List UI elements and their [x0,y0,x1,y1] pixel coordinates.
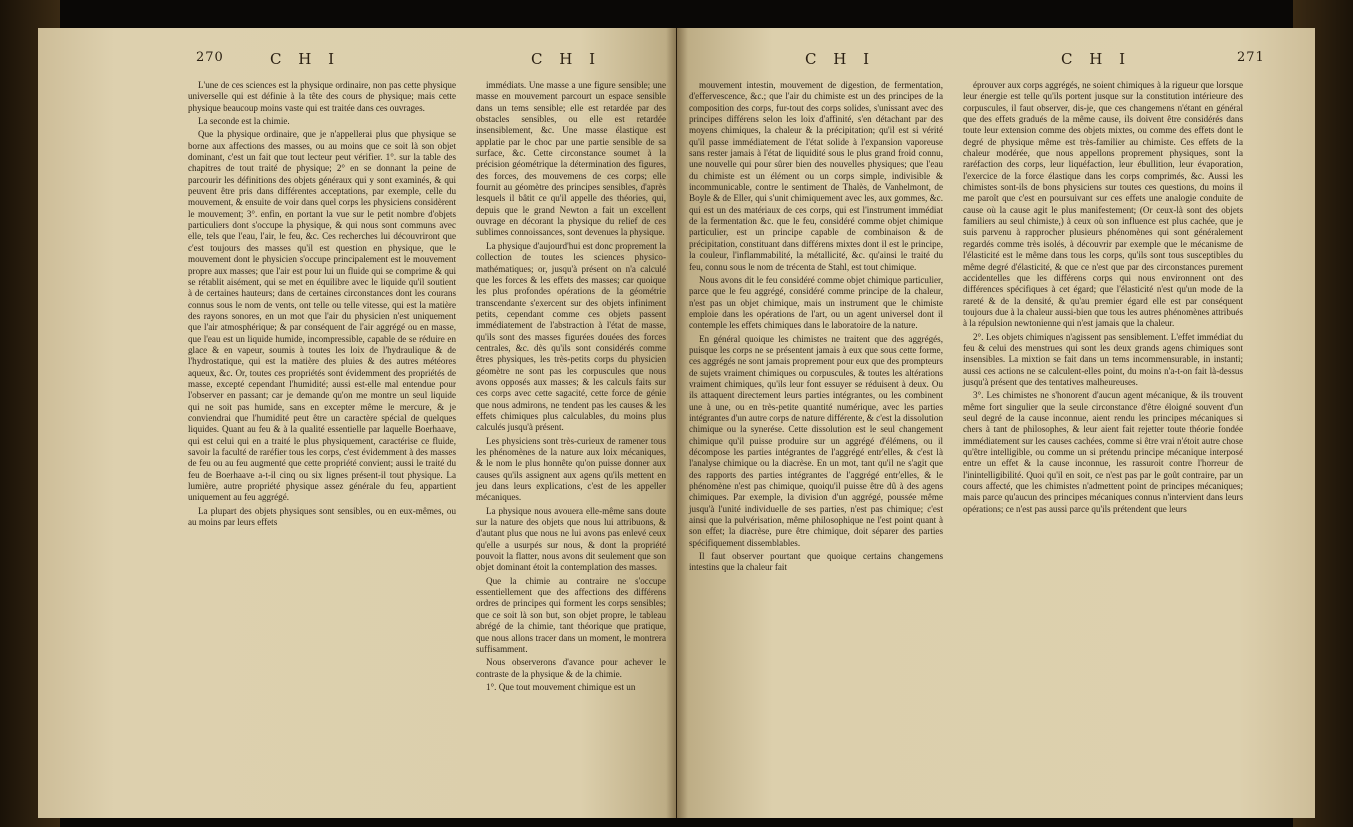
open-book [38,28,1315,818]
running-head: C H I [805,50,876,68]
paragraph: L'une de ces sciences est la physique ordinaire, non pas cette physique universelle qui est définie à la tête des cours de physique; mais cette physique beaucoup moins vaste qui est traitée dans ces ouvrages. [188,80,456,113]
running-head: C H I [270,50,341,68]
left-page [38,28,676,818]
paragraph: 1°. Que tout mouvement chimique est un [486,681,636,692]
paragraph: La seconde est la chimie. [198,116,290,127]
paragraph: 2°. Les objets chimiques n'agissent pas sensiblement. L'effet immédiat du feu & celui des menstrues qui sont les deux grands agens chimiques sont insensibles. La mixtion se fait dans un tems incommensurable, in instanti; aussi ces actions ne se calculent-elles point, du moins n'a-t-on fait là-dessus jusqu'à présent que des tentatives malheureuses. [963,331,1243,387]
text-column [476,80,666,695]
paragraph: 3°. Les chimistes ne s'honorent d'aucun agent mécanique, & ils trouvent même fort singulier que la seule circonstance d'être éloigné souvent d'un seul degré de la cause inconnue, aient rendu les principes mécaniques si chers à tant de philosophes, & leur aient fait rejetter toute théorie fondée immédiatement sur les causes cachées, comme si être vrai n'étoit autre chose qu'être intelligible, ou comme un si prétendu principe mécanique interposé entre un effet & la cause inconnue, les rassuroit contre l'horreur de l'inintelligibilité. Quoi qu'il en soit, ce n'est pas par le goût contraire, par un cours affecté, que les chimistes n'admettent point de principes mécaniques; mais parce qu'aucun des principes mécaniques connus n'intervient dans leurs opérations; ce n'est pas aussi parce qu'ils prétendent que leurs [963,390,1243,514]
paragraph: La physique nous avouera elle-même sans doute sur la nature des objets que nous lui attribuons, & d'autant plus que nous ne lui avons pas enlevé ceux qu'elle a usurpés sur nous, & dont la propriété pouvoit la flatter, nous avons dit seulement que son objet dominant étoit la contemplation des masses. [476,505,666,573]
right-page [677,28,1315,818]
left-page-header [38,50,676,72]
paragraph: éprouver aux corps aggrégés, ne soient chimiques à la rigueur que lorsque leur énergie est telle qu'ils portent jusque sur la constitution intérieure des corpuscules, il faut observer, dis-je, que ces changemens n'étant en général que des effets gradués de la même cause, ils doivent être considérés dans toute leur extension comme des objets mixtes, ou comme des effets dont le degré de physique même est très-familier au chimiste. Ces effets de la chaleur modérée, que nous appellons proprement physiques, sont la raréfaction des corps, leur liquéfaction, leur ébullition, leur évaporation, l'exercice de la force élastique dans les corps comprimés, &c. Aussi les chimistes sont-ils de bons physiciens sur toutes ces questions, du moins il me paroît que c'est en poursuivant sur ces effets une analogie conduite de cause où la cause agit le plus manifestement; (Or ceux-là sont des objets familiers au seul chimiste,) à ceux où son influence est plus cachée, que je suis parvenu à rapprocher plusieurs phénomènes qui sont généralement regardés comme très isolés, à découvrir par exemple que le mécanisme de l'élasticité est le même dans tous les corps, qu'ils sont tous susceptibles du même degré d'élasticité, & que ce n'est que par des circonstances purement accidentelles que les différens corps qui nous environnent ont des différences spécifiques à cet égard; que l'élasticité n'est qu'un mode de la rareté & de la densité, & qu'au premier égard elle est par conséquent toujours due à la chaleur aussi-bien que tous les autres phénomènes attribués à la répulsion newtonienne qui n'est jamais que la chaleur. [963,80,1243,329]
running-head: C H I [531,50,602,68]
text-column [188,80,456,530]
text-column [689,80,943,576]
text-column [963,80,1243,517]
paragraph: immédiats. Une masse a une figure sensible; une masse en mouvement parcourt un espace sensible dans un tems sensible; elle est retardée par des obstacles sensibles, ou elle est retardée insensiblement, &c. Une masse élastique est applatie par le choc par une partie sensible de sa surface, &c. Cette circonstance soumet à la précision géométrique la détermination des figures, des forces, des mouvemens de ces corps; elle fournit au géomètre des principes sensibles, d'après lesquels il bâtit ce qu'il appelle des théories, qui, depuis que le grand Newton a fait un excellent ouvrage en décorant la physique du relief de ces sublimes connoissances, sont devenues la physique. [476,80,666,238]
paragraph: Que la physique ordinaire, que je n'appellerai plus que physique se borne aux affections des masses, ou au moins que ce soit là son objet dominant, c'est un fait que tout lecteur peut vérifier. 1°. sur la table des chapitres de tout traité de physique; 2° en se donnant la peine de parcourir les définitions des objets généraux qui y sont examinés, & qui peuvent être pris dans différentes acceptations, par exemple, celle du mouvement, & ensuite de voir dans quel corps les physiciens considèrent le mouvement; 3°. enfin, en portant la vue sur le petit nombre d'objets particuliers dont s'occupe la physique, & qui nous sont communs avec elle, tels que l'eau, l'air, le feu, &c. Ces recherches lui découvriront que c'est toujours des masses qu'il est question en physique, que le mouvement dont le physicien s'occupe principalement est le mouvement propre aux masses; que l'air est pour lui un fluide qui se comprime & qui se rétablit aisément, qui se met en équilibre avec le liquide qu'il soutient à de certaines hauteurs; dans de certaines circonstances dont les courans connus sous le nom de vents, ont telle ou telle vitesse, qui est la matière des rayons sonores, en un mot que l'air du physicien n'est uniquement que l'air atmosphérique; & par conséquent de l'air aggrégé ou en masse, que l'eau est un liquide humide, incompressible, capable de se réduire en glace & en vapeur, soumis à toutes les loix de l'hydraulique & de l'hydrostatique, qui est la matière des pluies & des autres météores aqueux, &c. Or, toutes ces propriétés sont évidemment des propriétés de masse, excepté cependant l'humidité; aussi est-elle mal entendue pour l'observer en passant; car je demande qu'on me montre un seul liquide qui ne soit pas humide, sans en excepter même le mercure, & je conviendrai que l'humidité peut être un caractère spécial de quelques liquides. Quant au feu & à la qualité essentielle par laquelle Boerhaave, qui est celui qui en a traité le plus physiquement, caractérise ce fluide, savoir la faculté de raréfier tous les corps, c'est évidemment à des masses de feu ou au feu augmenté que cette propriété convient; aussi le traité du feu de Boerhaave a-t-il cinq ou six lignes présent-il tout physique. La lumière, autre propriété physique assez générale du feu, appartient uniquement au feu aggrégé. [188,129,456,503]
paragraph: Nous avons dit le feu considéré comme objet chimique particulier, parce que le feu aggrégé, considéré comme principe de la chaleur, n'est pas un objet chimique, mais un instrument que le chimiste emploie dans les opérations de l'art, ou un agent universel dont il contemple les effets chimiques dans le laboratoire de la nature. [689,274,943,331]
paragraph: Les physiciens sont très-curieux de ramener tous les phénomènes de la nature aux loix mécaniques, & le nom le plus honnête qu'on puisse donner aux causes qu'ils assignent aux agens qu'ils mettent en jeu dans leurs explications, c'est de les appeller mécaniques. [476,435,666,503]
paragraph: mouvement intestin, mouvement de digestion, de fermentation, d'effervescence, &c.; que l'air du chimiste est un des principes de la composition des corps, fur-tout des corps solides, s'unissant avec des principes différens selon les loix d'affinité, s'en détachant par des moyens chimiques, la chaleur & la précipitation; qu'il est si vérité qu'il passe immédiatement de l'état solide à l'expansion vaporeuse sans rester jamais à l'état de liquidité sous le plus grand froid connu, une nouvelle qui pour sûrer bien des nouvelles physiques; que l'eau du chimiste est un élément ou un corps simple, indivisible & incommunicable, contre le sentiment de Thalès, de Vanhelmont, de Boyle & de Eller, qui s'unit chimiquement avec les, aux gommes, &c. qui est un des matériaux de ces corps, qui est l'instrument immédiat de la fermentation &c. que le feu, considéré comme objet chimique particulier, est un principe capable de combinaison & de précipitation, constituant dans différens mixtes dont il est le principe, la couleur, l'inflammabilité, la métallicité, &c. qu'ainsi le traité du feu, connu sous le nom de trécenta de Stahl, est tout chimique. [689,80,943,272]
page-number: 270 [196,50,224,65]
page-number: 271 [1237,50,1265,65]
running-head: C H I [1061,50,1132,68]
paragraph: La plupart des objets physiques sont sensibles, ou en eux-mêmes, ou au moins par leurs effets [188,505,456,528]
paragraph: En général quoique les chimistes ne traitent que des aggrégés, puisque les corps ne se présentent jamais à eux que sous cette forme, ces aggrégés ne sont jamais proprement pour eux que des prompteurs de sujets vraiment chimiques ou corpuscules, & toutes les altérations vraiment chimiques, qu'ils leur font essuyer se réduisent à deux. Ou ils attaquent directement leurs parties intégrantes, ou les combinent une à une, ou en très-petite quantité numérique, avec les parties intégrantes d'un autre corps de nature différente, & c'est la dissolution chimique ou la synerése. Cette dissolution est le seul changement chimique qu'il puisse produire sur un aggrégé d'élémens, ou il décompose les parties intégrantes de l'aggrégé entr'elles, & c'est là l'analyse chimique ou la diacrèse. En un mot, tant qu'il ne s'agit que des rapports des parties intégrantes de l'aggrégé entr'elles, & le phénomène n'est pas chimique, quoiqu'il puisse être dû à des agens chimiques. Par exemple, la division d'un aggrégé, poussée même jusqu'à l'unité individuelle de ses parties, n'est pas chimique; c'est ainsi que la pulvérisation, même philosophique ne l'est point quant à son effet; la diacrèse, pure être chimique, doit séparer des parties spécifiquement dissemblables. [689,333,943,548]
paragraph: La physique d'aujourd'hui est donc proprement la collection de toutes les sciences physico-mathématiques; or, jusqu'à présent on n'a calculé que les forces & les effets des masses; car quoique les plus profondes opérations de la géométrie transcendante s'exercent sur des objets infiniment petits, cependant comme ces objets passent immédiatement de l'abstraction à l'état de masse, qu'ils sont des masses figurées douées des forces centrales, &c. dès qu'ils sont considérés comme êtres physiques, les très-petits corps du physicien géomètre ne sont pas les corpuscules que nous avons opposés aux masses; & les calculs faits sur ces corps avec cette sagacité, cette force de génie que nous admirons, ne tendent pas les causes & les effets chimiques plus calculables, du moins plus calculés jusqu'à présent. [476,240,666,433]
right-page-header [677,50,1315,72]
book-gutter [666,28,688,818]
paragraph: Nous observerons d'avance pour achever le contraste de la physique & de la chimie. [476,657,666,679]
paragraph: Il faut observer pourtant que quoique certains changemens intestins que la chaleur fait [689,551,943,573]
paragraph: Que la chimie au contraire ne s'occupe essentiellement que des affections des différens ordres de principes qui forment les corps sensibles; que ce soit là son but, son objet propre, le tableau abrégé de la chimie, tant théorique que pratique, que nous allons tracer dans un moment, le montrera suffisamment. [476,575,666,654]
